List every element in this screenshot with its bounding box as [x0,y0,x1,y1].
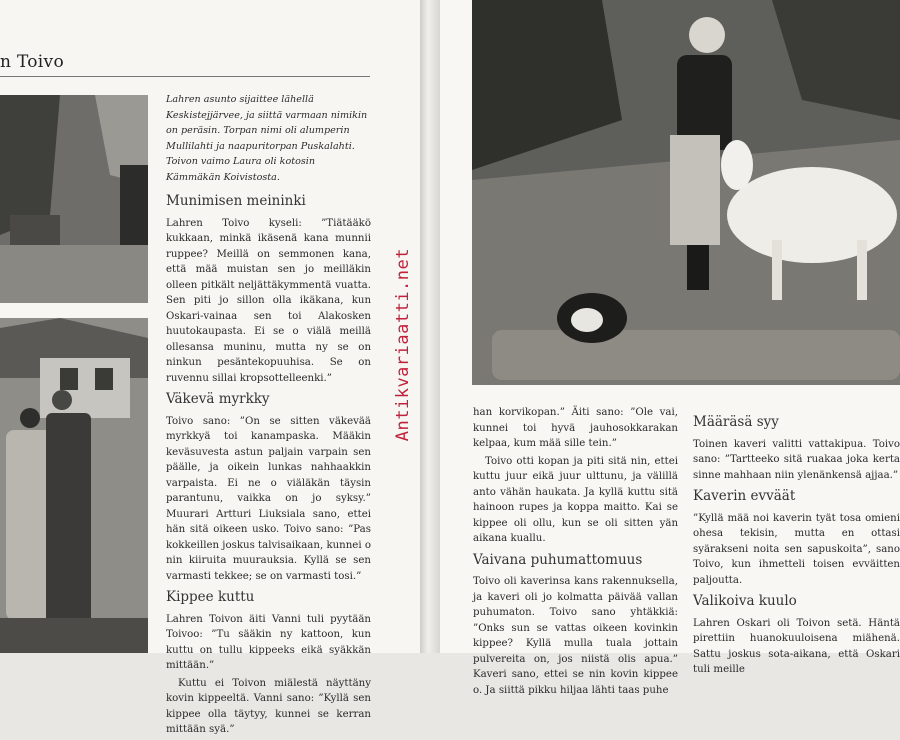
section-heading: Määräsä syy [693,414,779,430]
book-gutter [420,0,440,653]
section-heading: Kaverin evväät [693,488,796,504]
paragraph: Lahren Oskari oli Toivon setä. Häntä pirettiin huanokuuloisena miähenä. Sattu joskus sota-aikana, että Oskari tuli meille [693,617,900,675]
header-rule [0,76,370,77]
paragraph: Toinen kaveri valitti vattakipua. Toivo sano: ”Tartteeko sitä ruakaa joka kerta sinne mahhaan niin ylenänkensä ajjaa.” [693,438,900,481]
section-heading: Kippee kuttu [166,589,255,605]
section-heading: Munimisen meininki [166,193,306,209]
couple-photo [0,318,148,653]
section-heading: Valikoiva kuulo [693,593,797,609]
paragraph: Kuttu ei Toivon miälestä näyttäny kovin kippeeltä. Vanni sano: ”Kyllä sen kippee olla täytyy, kunnei se kerran mittään syä.” [166,677,371,735]
paragraph: Toivo otti kopan ja piti sitä nin, ettei kuttu juur eikä juur ulttunu, ja välillä anto vähän haukata. Ja kyllä kuttu sitä hainoon rupes ja koppa maitto. Kai se kippee oli ollu, kun se oli sitten yän aikana kuallu. [473,455,678,544]
paragraph: Toivo oli kaverinsa kans rakennuksella, ja kaveri oli jo kolmatta päivää vallan puhumaton. Toivo sano yhtäkkiä: ”Onks sun se vattas oikeen kovinkin kippee? Kyllä mulla tuala jottain pulvereita on, jos niistä olis apua.” Kaveri sano, ettei se nin kovin kippee o. Ja siittä pikku hiljaa lähti taas puhe [473,576,678,696]
paragraph: Lahren Toivon äiti Vanni tuli pyytään Toivoo: ”Tu sääkin ny kattoon, kun kuttu on tullu kippeeks eikä syäkkän mittään.” [166,613,371,671]
section-heading: Vaivana puhumattomuus [473,551,643,568]
middle-text-column [473,405,678,700]
chapter-header: n Toivo [0,52,64,72]
paragraph: Toivo sano: ”On se sitten väkevää myrkkyä toi kanampaska. Määkin keväsuvesta astun paljain varpain sen päälle, ja oikein lunkas nahhaakkin varpaista. Ei ne o viäläkän täysin parantunu, vaikka on jo syksy.” Muurari Artturi Liuksiala sano, ettei hän sitä oikeen usko. Toivo sano: ”Pas kokkeillen joskus talvisaikaan, kunnei o nin kiiruita muurauksia. Kyllä se sen varmasti tekkee; se on varmasti tosi.” [166,415,371,582]
paragraph: ”Kyllä mää noi kaverin tyät tosa omieni ohesa tekisin, mutta en ottasi syärakseni noita sen sapuskoita”, sano Toivo, kun ihmetteli toisen evväitten paljoutta. [693,512,900,586]
section-heading: Väkevä myrkky [166,391,270,407]
paragraph: Lahren Toivo kyseli: ”Tiätääkö kukkaan, minkä ikäsenä kana munnii ruppee? Meillä on semmonen kana, että mää muistan sen jo meilläkin olleen pitkält neljättäkymmentä vuatta. Sen piti jo sillon olla ikäkana, kun Oskari-vainaa sen toi Alakosken huutokaupasta. Ei se o viälä meillä ollesansa muninu, mutta ny se on ninkun pesäntekopuuhisa. Se on ruvennu sillai kropsottelleenki.” [166,217,371,384]
left-page [0,0,420,735]
paragraph: han korvikopan.” Äiti sano: ”Ole vai, kunnei toi hyvä jauhosokkarakan kelpaa, kum mää sille tein.” [473,407,678,449]
watermark: Antikvariaatti.net [393,248,413,442]
left-text-column [166,188,371,740]
photo-caption: Lahren asunto sijaittee lähellä Keskistejjärvee, ja siittä varmaan nimikin on peräsin. Torpan nimi oli alumperin Mullilahti ja naapuritorpan Puskalahti. Toivon vaimo Laura oli kotosin Kämmäkän Koivistosta. [166,94,368,183]
house-photo [0,95,148,303]
right-text-column [693,409,900,680]
woman-with-goat-photo [472,0,900,385]
